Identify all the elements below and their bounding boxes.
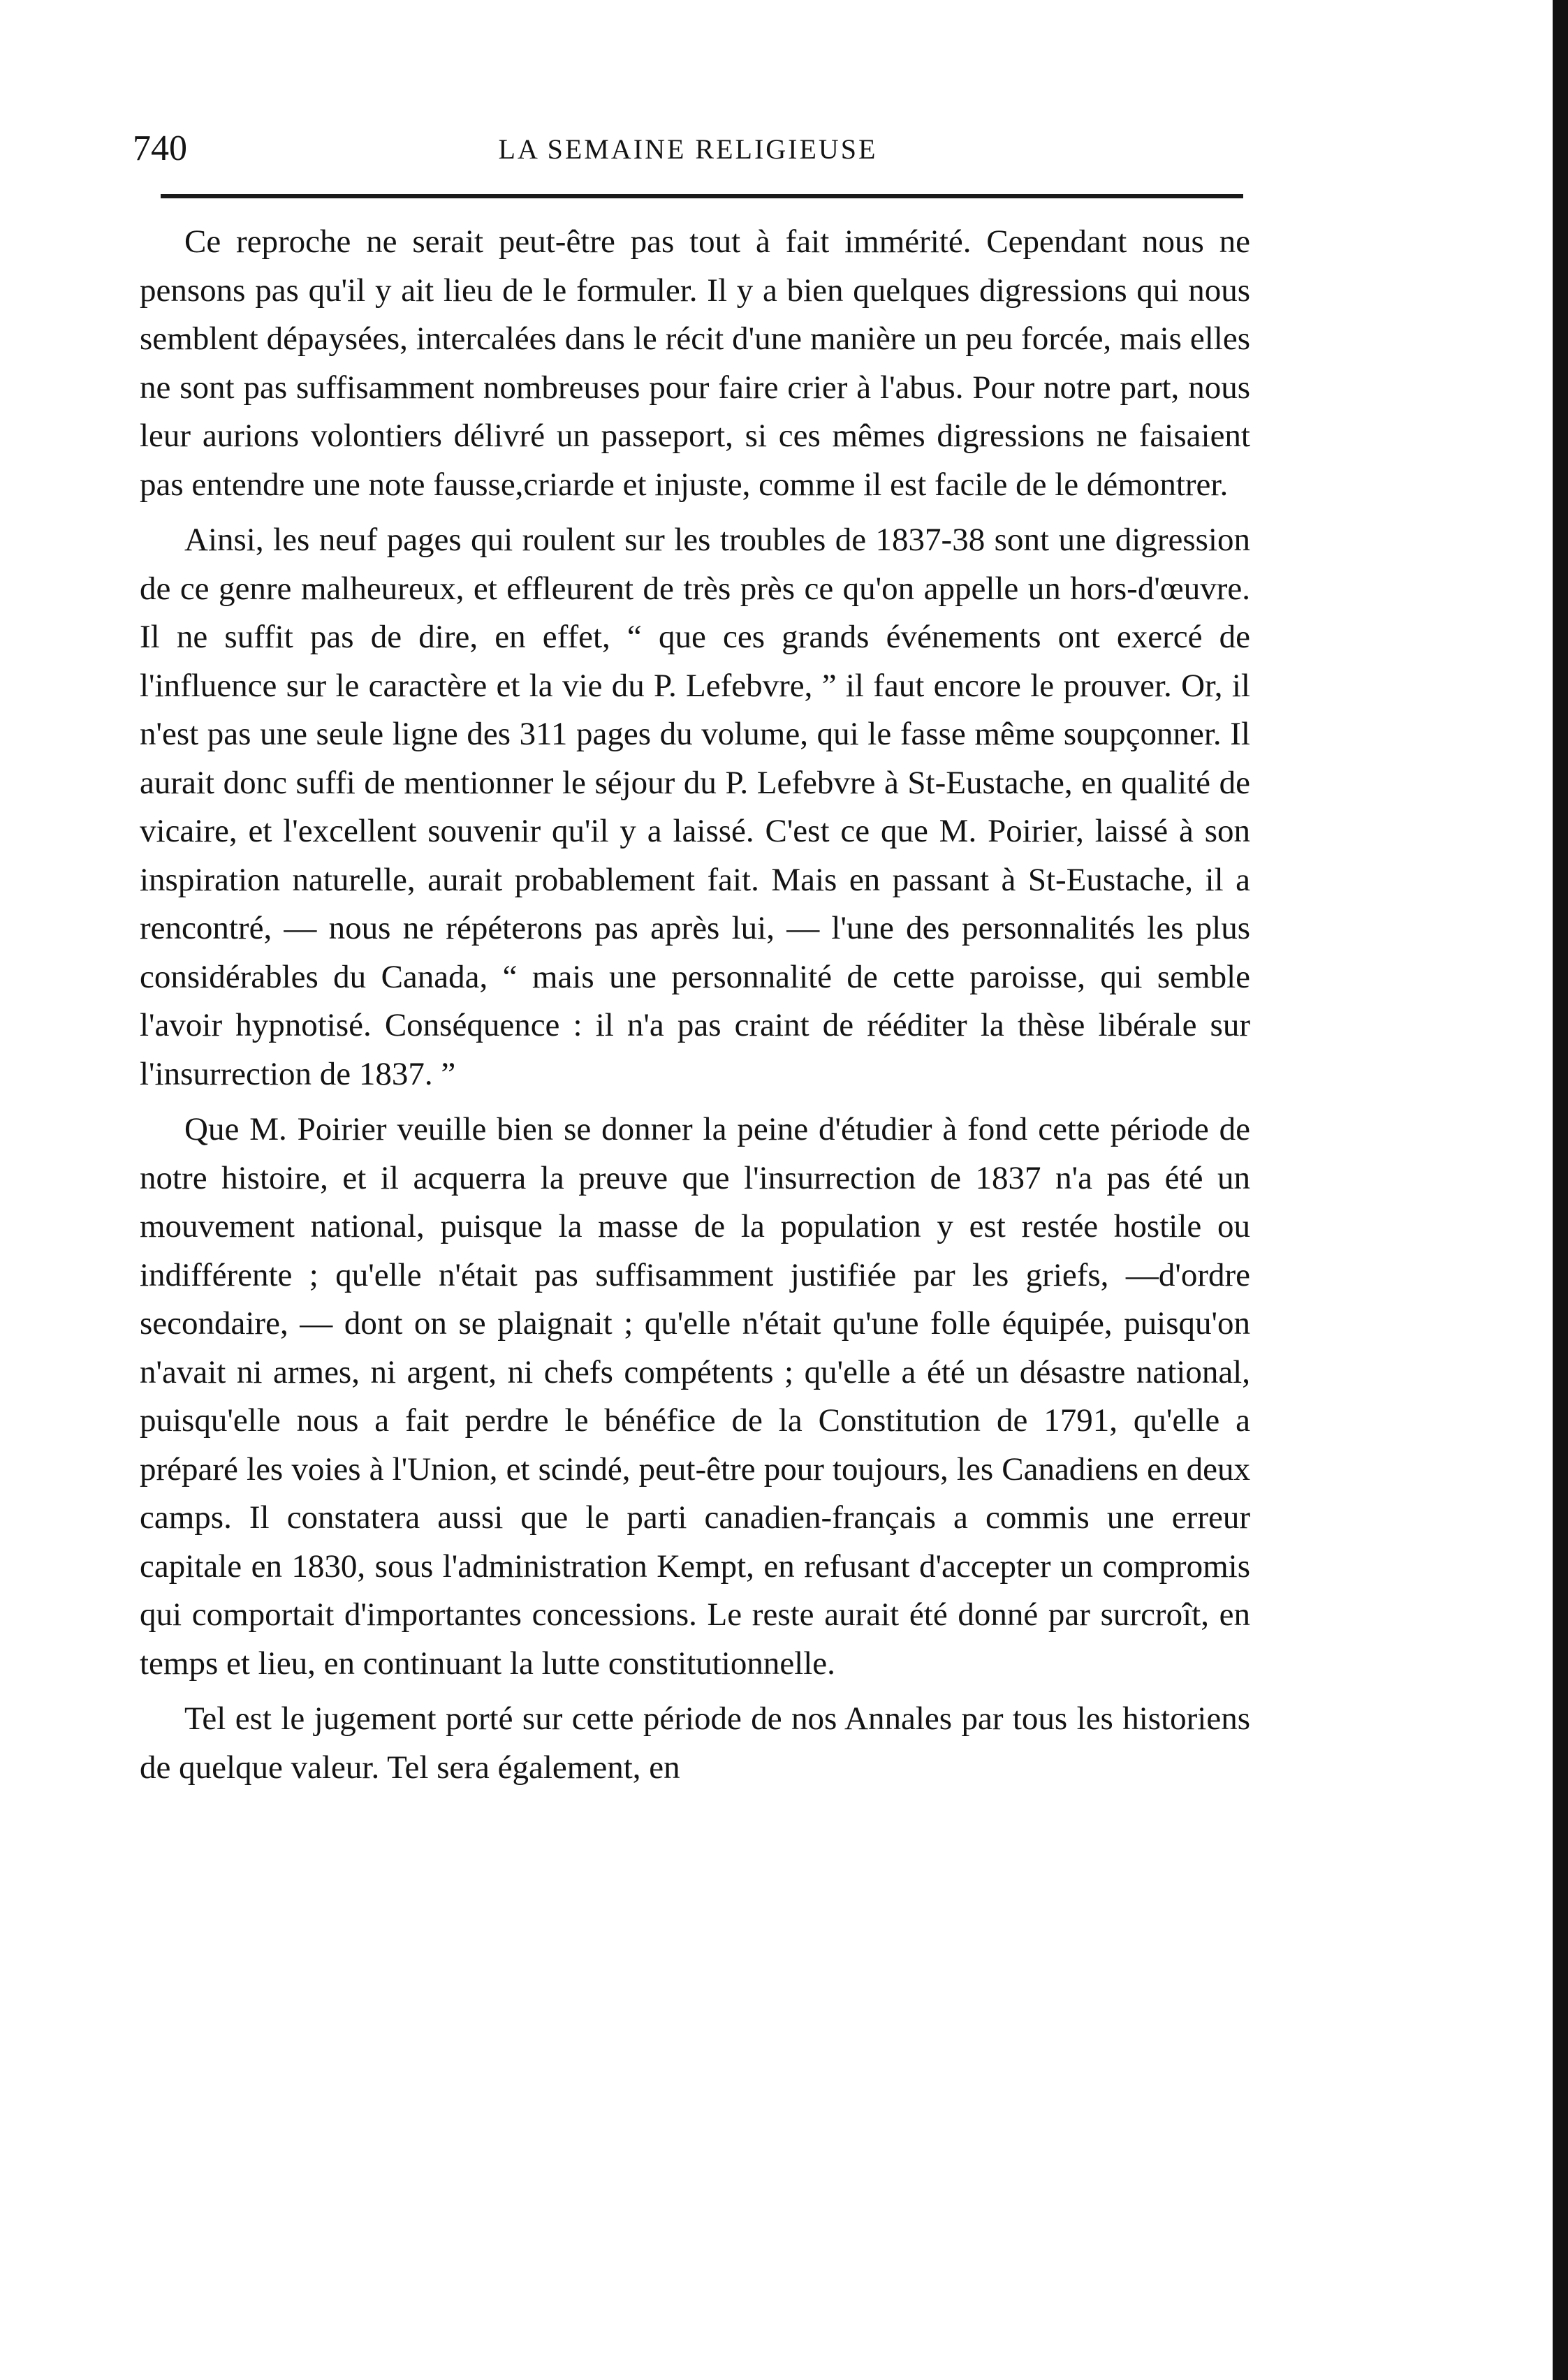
page-edge-border [1553,0,1568,2380]
body-text [140,218,1250,1792]
page-number: 740 [133,128,187,168]
paragraph: Que M. Poirier veuille bien se donner la peine d'étudier à fond cette période de notre histoire, et il acquerra la preuve que l'insurrection de 1837 n'a pas été un mouvement national, puisque la masse de la population y est restée hostile ou indifférente ; qu'elle n'était pas suffisamment justifiée par les griefs, —d'ordre secondaire, — dont on se plaignait ; qu'elle n'était qu'une folle équipée, puisqu'on n'avait ni armes, ni argent, ni chefs compétents ; qu'elle a été un désastre national, puisqu'elle nous a fait perdre le bénéfice de la Constitution de 1791, qu'elle a préparé les voies à l'Union, et scindé, peut-être pour toujours, les Canadiens en deux camps. Il constatera aussi que le parti canadien-français a commis une erreur capitale en 1830, sous l'administration Kempt, en refusant d'accepter un compromis qui comportait d'importantes concessions. Le reste aurait été donné par surcroît, en temps et lieu, en continuant la lutte constitutionnelle. [140,1111,1250,1682]
page-header [133,128,1243,170]
running-title: LA SEMAINE RELIGIEUSE [498,133,878,165]
paragraph: Ainsi, les neuf pages qui roulent sur les troubles de 1837-38 sont une digression de ce genre malheureux, et effleurent de très près ce qu'on appelle un hors-d'œuvre. Il ne suffit pas de dire, en effet, “ que ces grands événements ont exercé de l'influence sur le caractère et la vie du P. Lefebvre, ” il faut encore le prouver. Or, il n'est pas une seule ligne des 311 pages du volume, qui le fasse même soupçonner. Il aurait donc suffi de mentionner le séjour du P. Lefebvre à St-Eustache, en qualité de vicaire, et l'excellent souvenir qu'il y a laissé. C'est ce que M. Poirier, laissé à son inspiration naturelle, aurait probablement fait. Mais en passant à St-Eustache, il a rencontré, — nous ne répéterons pas après lui, — l'une des personnalités les plus considérables du Canada, “ mais une personnalité de cette paroisse, qui semble l'avoir hypnotisé. Conséquence : il n'a pas craint de rééditer la thèse libérale sur l'insurrection de 1837. ” [140,522,1250,1092]
header-rule [161,194,1243,198]
paragraph: Ce reproche ne serait peut-être pas tout à fait immérité. Cependant nous ne pensons pas qu'il y ait lieu de le formuler. Il y a bien quelques digressions qui nous semblent dépaysées, intercalées dans le récit d'une manière un peu forcée, mais elles ne sont pas suffisamment nombreuses pour faire crier à l'abus. Pour notre part, nous leur aurions volontiers délivré un passeport, si ces mêmes digressions ne faisaient pas entendre une note fausse,criarde et injuste, comme il est facile de le démontrer. [140,223,1250,503]
paragraph: Tel est le jugement porté sur cette période de nos Annales par tous les historiens de quelque valeur. Tel sera également, en [140,1700,1250,1786]
